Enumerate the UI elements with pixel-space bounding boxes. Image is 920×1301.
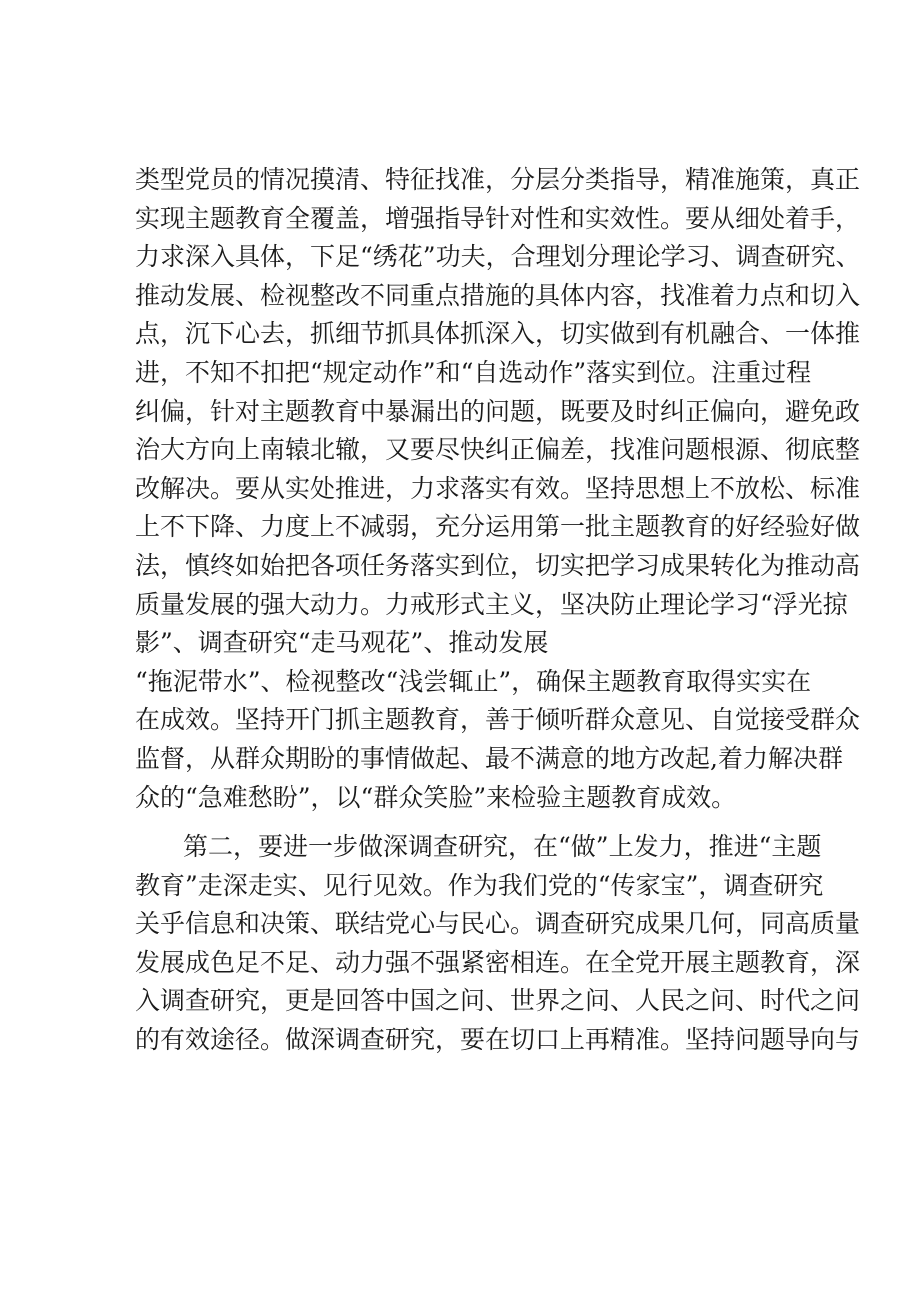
text-line: 类型党员的情况摸清、特征找准，分层分类指导，精准施策，真正 — [135, 165, 861, 194]
text-line: 影”、调查研究“走马观花”、推动发展 — [135, 628, 549, 658]
text-line: 质量发展的强大动力。力戒形式主义，坚决防止理论学习“浮光掠 — [135, 589, 848, 619]
text-line: 改解决。要从实处推进，力求落实有效。坚持思想上不放松、标准 — [135, 473, 861, 503]
text-line: 在成效。坚持开门抓主题教育，善于倾听群众意见、自觉接受群众 — [135, 705, 861, 735]
text-line: 发展成色足不足、动力强不强紧密相连。在全党开展主题教育，深 — [135, 947, 861, 977]
text-line: 众的“急难愁盼”，以“群众笑脸”来检验主题教育成效。 — [135, 782, 737, 812]
paragraph-1 — [135, 161, 861, 817]
text-line: 推动发展、检视整改不同重点措施的具体内容，找准着力点和切入 — [135, 280, 861, 310]
text-line: 关乎信息和决策、联结党心与民心。调查研究成果几何，同高质量 — [135, 909, 861, 939]
text-line: 第二，要进一步做深调查研究，在“做”上发力，推进“主题 — [183, 832, 822, 862]
text-line: 点，沉下心去，抓细节抓具体抓深入，切实做到有机融合、一体推 — [135, 319, 861, 349]
text-line: 进，不知不扣把“规定动作”和“自选动作”落实到位。注重过程 — [135, 357, 812, 387]
paragraph-2 — [135, 828, 861, 1060]
text-line: 力求深入具体，下足“绣花”功夫，合理划分理论学习、调查研究、 — [135, 242, 861, 272]
text-line: 入调查研究，更是回答中国之问、世界之问、人民之问、时代之问 — [135, 986, 861, 1016]
text-line: 上不下降、力度上不减弱，充分运用第一批主题教育的好经验好做 — [135, 512, 861, 542]
text-line: 纠偏，针对主题教育中暴漏出的问题，既要及时纠正偏向，避免政 — [135, 396, 861, 426]
text-line: 的有效途径。做深调查研究，要在切口上再精准。坚持问题导向与 — [135, 1025, 861, 1055]
text-line: 监督，从群众期盼的事情做起、最不满意的地方改起,着力解决群 — [135, 743, 843, 773]
paragraph-gap — [135, 817, 805, 828]
text-line: 实现主题教育全覆盖，增强指导针对性和实效性。要从细处着手， — [135, 203, 861, 233]
text-line: “拖泥带水”、检视整改“浅尝辄止”，确保主题教育取得实实在 — [135, 666, 812, 696]
text-line: 教育”走深走实、见行见效。作为我们党的“传家宝”，调查研究 — [135, 870, 824, 900]
text-line: 法，慎终如始把各项任务落实到位，切实把学习成果转化为推动高 — [135, 550, 861, 580]
document-body — [135, 161, 861, 1060]
text-line: 治大方向上南辕北辙，又要尽快纠正偏差，找准问题根源、彻底整 — [135, 435, 861, 465]
